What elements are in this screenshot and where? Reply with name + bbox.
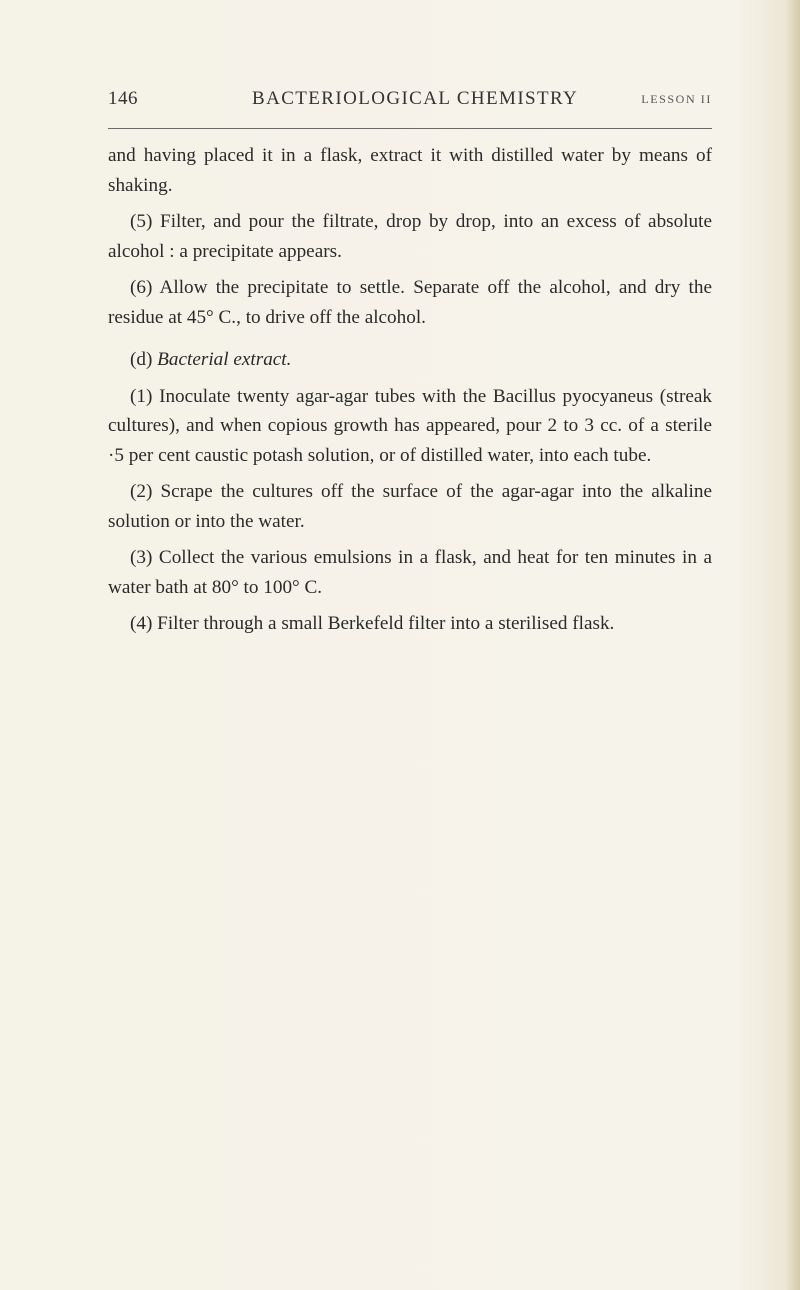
body-text — [108, 141, 712, 646]
step-4: (4) Filter through a small Berkefeld filter into a sterilised flask. — [130, 613, 615, 634]
running-header — [108, 88, 712, 118]
section-label: (d) — [130, 349, 153, 370]
running-title: BACTERIOLOGICAL CHEMISTRY — [252, 88, 579, 109]
lesson-label: LESSON II — [641, 92, 712, 106]
step-1: (1) Inoculate twenty agar-agar tubes with the Bacillus pyocyaneus (streak cultures), and when copious growth has appeared, pour 2 to 3 cc. of a sterile ·5 per cent caustic potash solution, or of distilled water, into each tube. — [108, 385, 712, 466]
section-heading — [108, 345, 712, 375]
paragraph-continuation: and having placed it in a flask, extract it with distilled water by means of shaking. — [108, 145, 712, 196]
step-6: (6) Allow the precipitate to settle. Separate off the alcohol, and dry the residue at 45° C., to drive off the alcohol. — [108, 277, 712, 328]
step-2: (2) Scrape the cultures off the surface of the agar-agar into the alkaline solution or into the water. — [108, 481, 712, 532]
section-title: Bacterial extract. — [157, 349, 292, 370]
step-5: (5) Filter, and pour the filtrate, drop by drop, into an excess of absolute alcohol : a precipitate appears. — [108, 211, 712, 262]
step-3: (3) Collect the various emulsions in a flask, and heat for ten minutes in a water bath at 80° to 100° C. — [108, 547, 712, 598]
header-rule — [108, 128, 712, 129]
page-number: 146 — [108, 88, 138, 109]
page-edge-shadow — [786, 0, 800, 1290]
